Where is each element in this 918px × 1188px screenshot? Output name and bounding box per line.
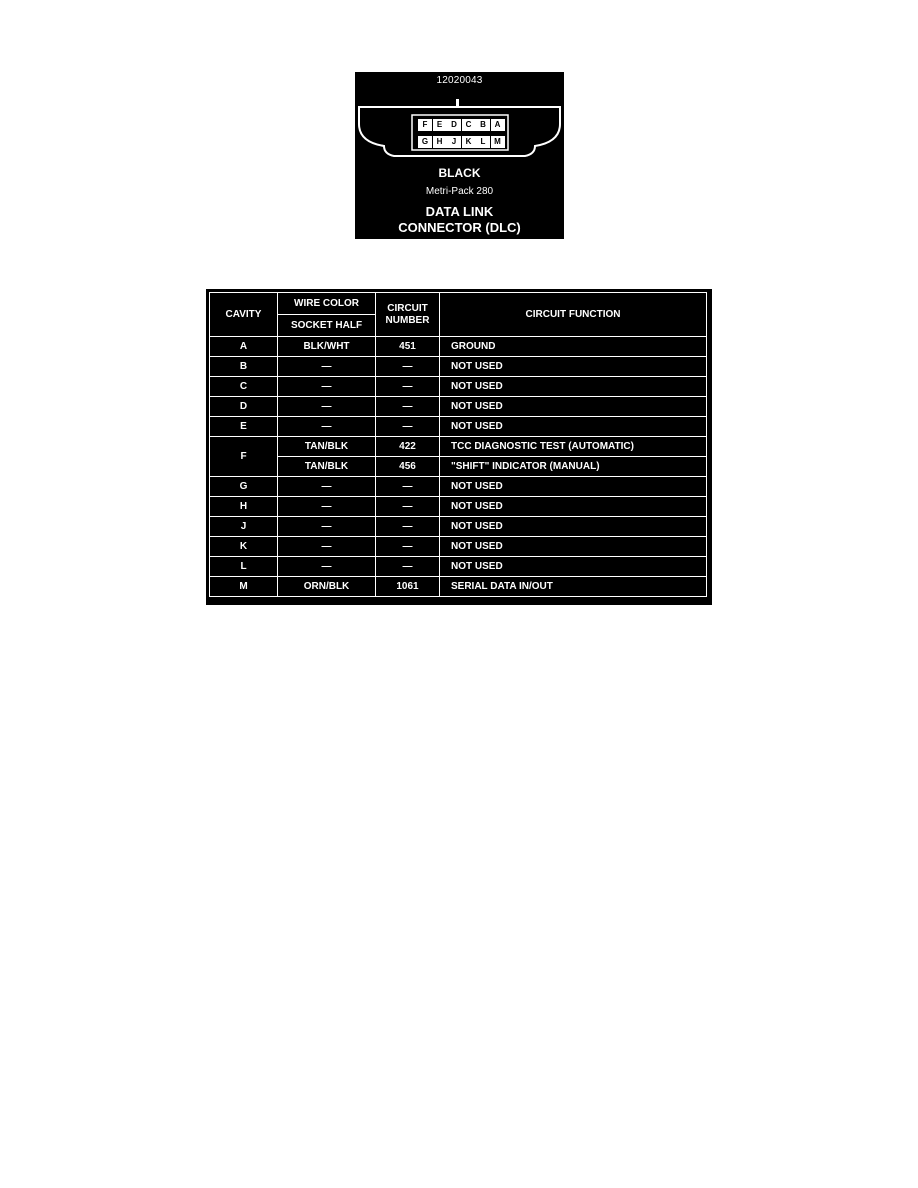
- table-row: [210, 357, 707, 377]
- connector-pin: D: [447, 119, 461, 131]
- cell-circuit-function: NOT USED: [440, 557, 707, 577]
- cell-cavity: H: [210, 497, 278, 517]
- header-circuit-function: CIRCUIT FUNCTION: [440, 293, 707, 337]
- cell-cavity: D: [210, 397, 278, 417]
- cell-wire-color: —: [278, 537, 376, 557]
- table-row: [210, 577, 707, 597]
- table-row: [210, 377, 707, 397]
- table-row: [210, 417, 707, 437]
- header-circuit-number-line1: CIRCUIT: [387, 302, 428, 314]
- table-row: [210, 557, 707, 577]
- connector-pin: H: [433, 136, 447, 148]
- cell-wire-color: —: [278, 477, 376, 497]
- cell-wire-color: —: [278, 497, 376, 517]
- connector-pin: F: [418, 119, 432, 131]
- connector-diagram: [355, 72, 564, 239]
- cell-circuit-function: NOT USED: [440, 397, 707, 417]
- header-circuit-number-line2: NUMBER: [385, 314, 430, 326]
- cell-circuit-number: 456: [376, 457, 440, 477]
- pinout-table-frame: [206, 289, 712, 605]
- cell-circuit-function: NOT USED: [440, 417, 707, 437]
- header-cavity: CAVITY: [210, 293, 278, 337]
- cell-circuit-function: NOT USED: [440, 477, 707, 497]
- cell-wire-color: —: [278, 417, 376, 437]
- cell-circuit-number: 451: [376, 337, 440, 357]
- cell-circuit-number: —: [376, 517, 440, 537]
- cell-circuit-number: 422: [376, 437, 440, 457]
- cell-wire-color: —: [278, 557, 376, 577]
- header-socket-half: SOCKET HALF: [278, 315, 376, 337]
- header-wire-color: WIRE COLOR: [278, 293, 376, 315]
- table-row: [210, 337, 707, 357]
- cell-cavity: G: [210, 477, 278, 497]
- cell-cavity: C: [210, 377, 278, 397]
- header-circuit-number: [376, 293, 440, 337]
- cell-circuit-number: —: [376, 397, 440, 417]
- cell-wire-color: —: [278, 517, 376, 537]
- connector-name: [355, 204, 564, 236]
- cell-wire-color: —: [278, 377, 376, 397]
- connector-name-line1: DATA LINK: [425, 204, 494, 219]
- cell-cavity: J: [210, 517, 278, 537]
- cell-circuit-number: —: [376, 477, 440, 497]
- part-number: 12020043: [436, 75, 483, 86]
- cell-wire-color: —: [278, 357, 376, 377]
- cell-circuit-function: GROUND: [440, 337, 707, 357]
- table-row: [210, 397, 707, 417]
- connector-pin: B: [476, 119, 490, 131]
- cell-cavity: L: [210, 557, 278, 577]
- cell-circuit-number: —: [376, 417, 440, 437]
- cell-cavity: A: [210, 337, 278, 357]
- connector-name-line2: CONNECTOR (DLC): [398, 220, 521, 235]
- connector-pin: J: [447, 136, 461, 148]
- cell-circuit-function: NOT USED: [440, 497, 707, 517]
- cell-circuit-number: 1061: [376, 577, 440, 597]
- cell-wire-color: —: [278, 397, 376, 417]
- table-row: [210, 497, 707, 517]
- pinout-table: [209, 292, 707, 597]
- cell-circuit-function: NOT USED: [440, 537, 707, 557]
- table-row: [210, 437, 707, 457]
- table-row: [210, 517, 707, 537]
- connector-pin: M: [491, 136, 505, 148]
- cell-cavity: F: [210, 437, 278, 477]
- cell-circuit-function: NOT USED: [440, 357, 707, 377]
- cell-circuit-number: —: [376, 537, 440, 557]
- cell-cavity: B: [210, 357, 278, 377]
- connector-series: Metri-Pack 280: [425, 186, 494, 197]
- cell-circuit-number: —: [376, 497, 440, 517]
- connector-pin: E: [433, 119, 447, 131]
- connector-pin: L: [476, 136, 490, 148]
- table-header-row: [210, 293, 707, 315]
- cell-circuit-number: —: [376, 377, 440, 397]
- cell-wire-color: BLK/WHT: [278, 337, 376, 357]
- table-row: [210, 457, 707, 477]
- cell-cavity: K: [210, 537, 278, 557]
- cell-wire-color: ORN/BLK: [278, 577, 376, 597]
- cell-circuit-function: NOT USED: [440, 377, 707, 397]
- connector-pin: A: [491, 119, 505, 131]
- cell-circuit-number: —: [376, 557, 440, 577]
- connector-pin: G: [418, 136, 432, 148]
- table-row: [210, 477, 707, 497]
- cell-circuit-function: SERIAL DATA IN/OUT: [440, 577, 707, 597]
- table-row: [210, 537, 707, 557]
- cell-cavity: M: [210, 577, 278, 597]
- connector-pin: C: [462, 119, 476, 131]
- connector-pin: K: [462, 136, 476, 148]
- cell-cavity: E: [210, 417, 278, 437]
- connector-color: BLACK: [438, 166, 481, 180]
- cell-wire-color: TAN/BLK: [278, 437, 376, 457]
- cell-circuit-function: "SHIFT" INDICATOR (MANUAL): [440, 457, 707, 477]
- cell-wire-color: TAN/BLK: [278, 457, 376, 477]
- cell-circuit-function: NOT USED: [440, 517, 707, 537]
- cell-circuit-number: —: [376, 357, 440, 377]
- cell-circuit-function: TCC DIAGNOSTIC TEST (AUTOMATIC): [440, 437, 707, 457]
